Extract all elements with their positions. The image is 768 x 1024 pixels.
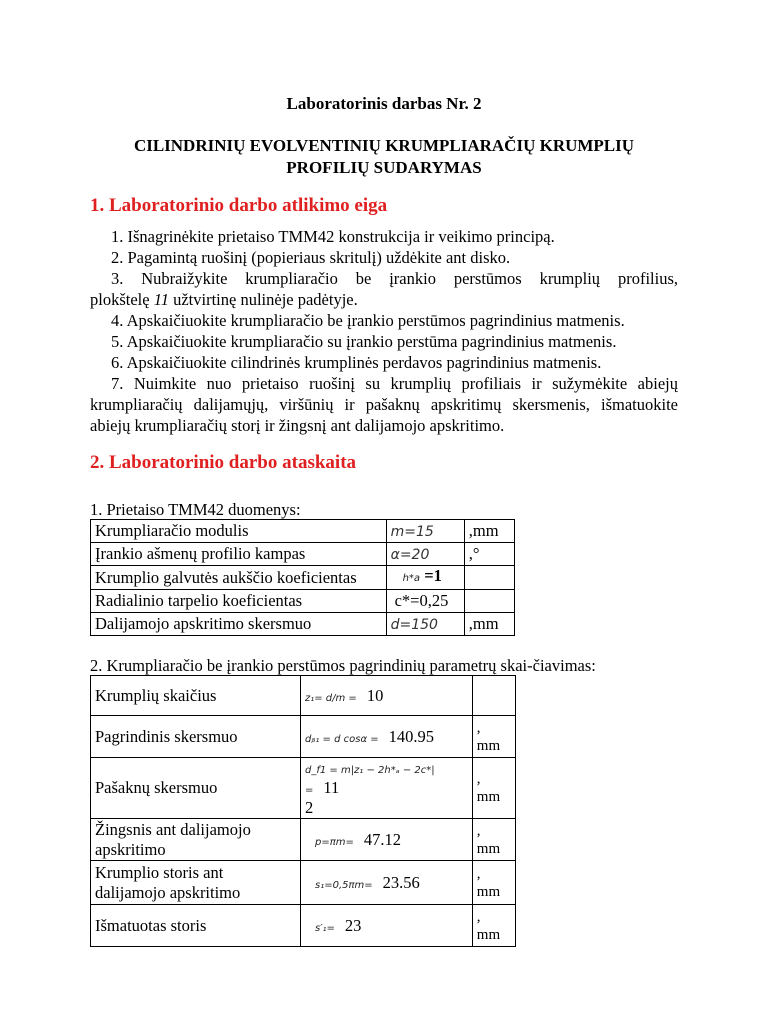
param-value: c*=0,25 xyxy=(394,591,449,610)
param-unit: , mm xyxy=(476,822,501,857)
table-1-caption: 1. Prietaiso TMM42 duomenys: xyxy=(90,500,301,519)
step-1: 1. Išnagrinėkite prietaiso TMM42 konstrukcija ir veikimo principą. xyxy=(111,227,555,246)
table-row xyxy=(91,716,516,758)
param-unit: , mm xyxy=(476,865,501,900)
param-formula: d_f1 = m|z₁ − 2h*ₐ − 2c*| = xyxy=(304,765,435,796)
table-row xyxy=(91,676,516,716)
table-row xyxy=(91,861,516,905)
param-name: Krumpliaračio modulis xyxy=(91,520,387,543)
param-name: Pašaknų skersmuo xyxy=(91,758,301,819)
gear-parameters-table xyxy=(90,675,516,947)
param-name: Krumplio storis ant dalijamojo apskritimo xyxy=(91,861,301,905)
param-value: d=150 xyxy=(390,616,438,633)
param-unit: , mm xyxy=(476,771,501,805)
param-unit xyxy=(464,566,514,590)
param-unit: ,° xyxy=(464,543,514,566)
param-name: Žingsnis ant dalijamojo apskritimo xyxy=(91,819,301,861)
param-value: =1 xyxy=(424,566,442,585)
param-value: 10 xyxy=(366,685,384,705)
table-row xyxy=(91,758,516,819)
step-7-line-3: abiejų krumpliaračių storį ir žingsnį ant dalijamojo apskritimo. xyxy=(90,416,505,435)
param-name: Krumplių skaičius xyxy=(91,676,301,716)
param-value-continued: 2 xyxy=(304,798,314,817)
param-value: 47.12 xyxy=(363,829,401,849)
param-formula: s₁=0,5πm= xyxy=(314,879,373,891)
table-row xyxy=(91,566,515,590)
param-formula: p=πm= xyxy=(314,836,354,848)
param-formula: s′₁= xyxy=(314,922,335,934)
table-row xyxy=(91,520,515,543)
param-value: α=20 xyxy=(390,546,430,563)
param-formula: dᵦ₁ = d cosα = xyxy=(304,733,379,745)
step-4: 4. Apskaičiuokite krumpliaračio be įrankio perstūmos pagrindinius matmenis. xyxy=(111,311,625,330)
param-name: Išmatuotas storis xyxy=(91,905,301,947)
param-unit xyxy=(464,590,514,613)
section-1-title: 1. Laboratorinio darbo atlikimo eiga xyxy=(90,195,388,216)
param-name: Pagrindinis skersmuo xyxy=(91,716,301,758)
param-unit: ,mm xyxy=(464,613,514,636)
step-5: 5. Apskaičiuokite krumpliaračio su įrankio perstūma pagrindinius matmenis. xyxy=(111,332,617,351)
param-value: 23.56 xyxy=(382,872,420,892)
step-7-line-2: krumpliaračių dalijamųjų, viršūnių ir pašaknų apskritimų skersmenis, išmatuokite xyxy=(90,395,678,414)
table-row xyxy=(91,543,515,566)
main-heading-line-1: CILINDRINIŲ EVOLVENTINIŲ KRUMPLIARAČIŲ KRUMPLIŲ xyxy=(133,136,635,155)
step-3-line-1: 3. Nubraižykite krumpliaračio be įrankio perstūmos krumplių profilius, xyxy=(111,269,678,288)
table-row xyxy=(91,905,516,947)
param-value: 11 xyxy=(323,778,340,797)
param-value: 140.95 xyxy=(388,726,434,746)
param-name: Radialinio tarpelio koeficientas xyxy=(91,590,387,613)
step-3-text-pre: plokštelę xyxy=(90,290,154,309)
param-formula: z₁= d/m = xyxy=(304,692,357,704)
step-7-line-1: 7. Nuimkite nuo prietaiso ruošinį su krumplių profiliais ir sužymėkite abiejų xyxy=(111,374,678,393)
document-title: Laboratorinis darbas Nr. 2 xyxy=(286,94,482,113)
param-value: m=15 xyxy=(390,523,434,540)
section-2-title: 2. Laboratorinio darbo ataskaita xyxy=(90,452,357,473)
main-heading-line-2: PROFILIŲ SUDARYMAS xyxy=(286,158,482,177)
table-row xyxy=(91,819,516,861)
param-value: 23 xyxy=(344,915,362,935)
param-name: Krumplio galvutės aukščio koeficientas xyxy=(91,566,387,590)
param-unit: , mm xyxy=(476,719,501,754)
table-2-caption: 2. Krumpliaračio be įrankio perstūmos pagrindinių parametrų skai-čiavimas: xyxy=(90,656,596,675)
table-row xyxy=(91,613,515,636)
param-unit: , mm xyxy=(476,908,501,943)
step-3-text-post: užtvirtinę nulinėje padėtyje. xyxy=(168,290,358,309)
step-3-line-2 xyxy=(90,289,358,310)
param-symbol: h*a xyxy=(402,573,421,584)
step-6: 6. Apskaičiuokite cilindrinės krumplinės perdavos pagrindinius matmenis. xyxy=(111,353,602,372)
param-unit: ,mm xyxy=(464,520,514,543)
step-3-plate-number: 11 xyxy=(153,290,169,309)
param-name: Dalijamojo apskritimo skersmuo xyxy=(91,613,387,636)
param-name: Įrankio ašmenų profilio kampas xyxy=(91,543,387,566)
device-data-table xyxy=(90,519,515,636)
step-2: 2. Pagamintą ruošinį (popieriaus skritulį) uždėkite ant disko. xyxy=(111,248,511,267)
table-row xyxy=(91,590,515,613)
